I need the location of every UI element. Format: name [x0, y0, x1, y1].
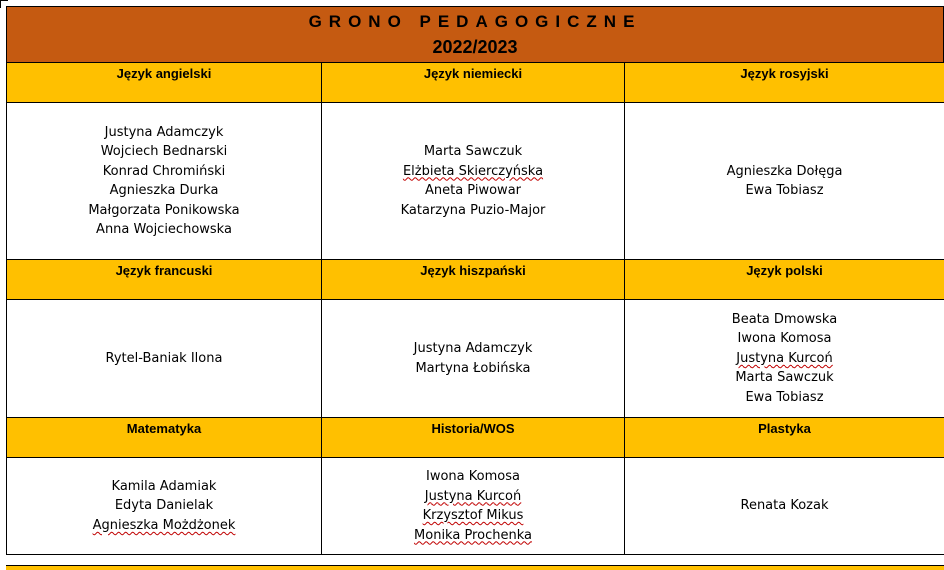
teacher-list — [625, 458, 944, 555]
teacher-name — [322, 162, 624, 182]
teacher-name — [322, 506, 624, 526]
subject-header: Historia/WOS — [322, 418, 625, 458]
teacher-list-row — [7, 458, 944, 555]
teacher-name: Kamila Adamiak — [7, 477, 321, 497]
subject-header: Język francuski — [7, 260, 322, 300]
teacher-name: Agnieszka Dołęga — [625, 162, 944, 182]
teacher-name-text: Krzysztof Mikus — [322, 506, 624, 526]
teacher-name — [625, 349, 944, 369]
teacher-name-text: Justyna Kurcoń — [625, 349, 944, 369]
teacher-name: Rytel-Baniak Ilona — [7, 349, 321, 369]
subject-header: Język niemiecki — [322, 63, 625, 103]
page-title: GRONO PEDAGOGICZNE — [7, 12, 943, 32]
subject-header-row — [7, 418, 944, 458]
subject-header: Matematyka — [7, 418, 322, 458]
teacher-name: Ewa Tobiasz — [625, 181, 944, 201]
teacher-name — [7, 516, 321, 536]
teacher-list — [322, 300, 625, 418]
teacher-name: Iwona Komosa — [625, 329, 944, 349]
teacher-name: Konrad Chromiński — [7, 162, 321, 182]
teacher-name: Katarzyna Puzio-Major — [322, 201, 624, 221]
teacher-list — [625, 103, 944, 260]
teacher-name: Iwona Komosa — [322, 467, 624, 487]
teacher-name: Anna Wojciechowska — [7, 220, 321, 240]
subject-header: Język hiszpański — [322, 260, 625, 300]
teacher-name: Beata Dmowska — [625, 310, 944, 330]
teacher-name: Martyna Łobińska — [322, 359, 624, 379]
teacher-name: Aneta Piwowar — [322, 181, 624, 201]
teacher-list — [7, 458, 322, 555]
teacher-list — [625, 300, 944, 418]
subject-header: Język rosyjski — [625, 63, 944, 103]
title-banner — [6, 6, 944, 63]
teacher-name: Wojciech Bednarski — [7, 142, 321, 162]
subject-header-row — [7, 63, 944, 103]
teacher-list-row — [7, 300, 944, 418]
teacher-name: Marta Sawczuk — [322, 142, 624, 162]
teacher-name: Renata Kozak — [625, 496, 944, 516]
teacher-name: Agnieszka Durka — [7, 181, 321, 201]
teacher-name: Małgorzata Ponikowska — [7, 201, 321, 221]
teacher-name: Edyta Danielak — [7, 496, 321, 516]
subject-header-row — [7, 260, 944, 300]
teacher-list — [7, 103, 322, 260]
teacher-list — [322, 103, 625, 260]
teacher-name-text: Agnieszka Możdżonek — [7, 516, 321, 536]
teacher-name: Marta Sawczuk — [625, 368, 944, 388]
staff-table — [6, 62, 944, 555]
teacher-name: Justyna Adamczyk — [7, 123, 321, 143]
teacher-name-text: Elżbieta Skierczyńska — [322, 162, 624, 182]
teacher-list — [7, 300, 322, 418]
teacher-list — [322, 458, 625, 555]
subject-header: Język angielski — [7, 63, 322, 103]
teacher-list-row — [7, 103, 944, 260]
teacher-name — [322, 526, 624, 546]
document-page — [6, 6, 944, 567]
teacher-name: Justyna Adamczyk — [322, 339, 624, 359]
school-year: 2022/2023 — [7, 37, 943, 58]
teacher-name-text: Monika Prochenka — [322, 526, 624, 546]
subject-header: Język polski — [625, 260, 944, 300]
next-row-header-strip — [6, 565, 944, 570]
teacher-name: Ewa Tobiasz — [625, 388, 944, 408]
teacher-name — [322, 487, 624, 507]
subject-header: Plastyka — [625, 418, 944, 458]
teacher-name-text: Justyna Kurcoń — [322, 487, 624, 507]
